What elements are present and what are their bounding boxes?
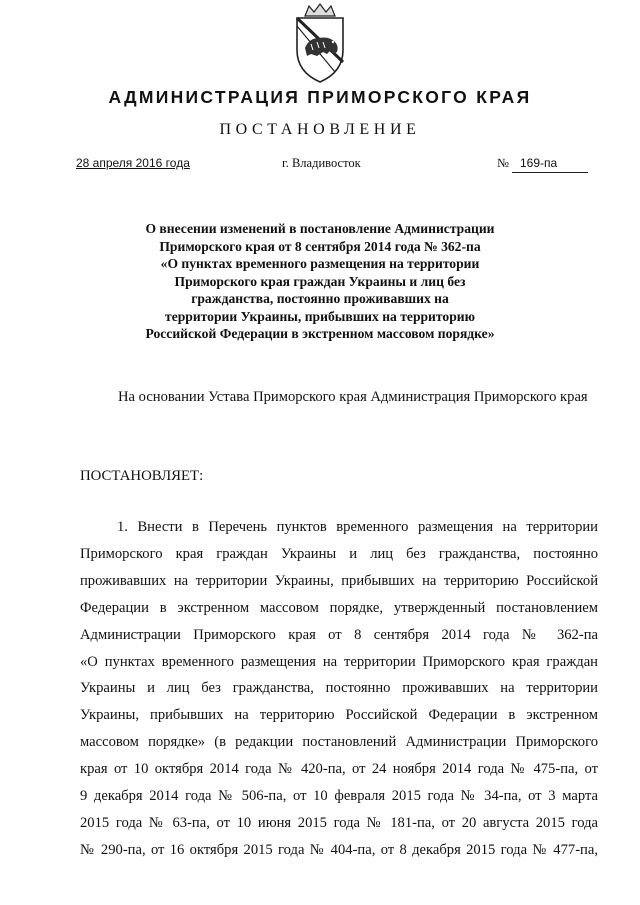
paragraph-line: проживавших на территории Украины, прибывших на территорию Российской: [80, 572, 598, 589]
paragraph-line: Украины и лиц без гражданства, постоянно проживавших на территории: [80, 680, 598, 697]
coat-of-arms-icon: [283, 2, 357, 84]
paragraph-line: «О пунктах временного размещения на территории Приморского края граждан: [80, 653, 598, 670]
title-line: «О пунктах временного размещения на территории: [160, 256, 480, 271]
organization-title: АДМИНИСТРАЦИЯ ПРИМОРСКОГО КРАЯ: [108, 87, 532, 107]
title-line: Приморского края граждан Украины и лиц без: [174, 273, 466, 289]
paragraph-line: 1. Внести в Перечень пунктов временного размещения на территории: [117, 519, 598, 535]
number-sign: №: [497, 156, 509, 170]
paragraph-line: массовом порядке» (в редакции постановлений Администрации Приморского: [80, 734, 598, 751]
paragraph-line: края от 10 октября 2014 года № 420-па, от 24 ноября 2014 года № 475-па, от: [80, 761, 598, 778]
title-line: Российской Федерации в экстренном массовом порядке»: [145, 326, 495, 341]
paragraph-line: Приморского края граждан Украины и лиц без гражданства, постоянно: [80, 545, 598, 562]
paragraph-line: Федерации в экстренном массовом порядке, утвержденный постановлением: [80, 599, 598, 616]
document-title: [120, 220, 520, 343]
paragraph-line: Администрации Приморского края от 8 сентября 2014 года № 362-па: [80, 626, 598, 643]
paragraph-line: Украины, прибывших на территорию Российской Федерации в экстренном: [80, 707, 598, 724]
basis-paragraph: На основании Устава Приморского края Администрация Приморского края: [118, 389, 588, 405]
document-type: ПОСТАНОВЛЕНИЕ: [219, 121, 421, 138]
title-line: О внесении изменений в постановление Администрации: [145, 221, 495, 236]
title-line: Приморского края от 8 сентября 2014 года № 362-па: [159, 238, 481, 254]
paragraph-1: [80, 514, 598, 864]
paragraph-line: 2015 года № 63-па, от 10 июня 2015 года № 181-па, от 20 августа 2015 года: [80, 814, 598, 831]
title-line: гражданства, постоянно проживавших на: [191, 291, 449, 306]
document-date: 28 апреля 2016 года: [76, 156, 190, 170]
paragraph-line: № 290-па, от 16 октября 2015 года № 404-па, от 8 декабря 2015 года № 477-па,: [80, 841, 598, 858]
document-number: 169-па: [512, 156, 588, 173]
decree-heading: ПОСТАНОВЛЯЕТ:: [80, 468, 204, 484]
paragraph-line: 9 декабря 2014 года № 506-па, от 10 февраля 2015 года № 34-па, от 3 марта: [80, 788, 598, 805]
title-line: территории Украины, прибывших на территорию: [165, 308, 475, 324]
document-city: г. Владивосток: [282, 156, 361, 170]
